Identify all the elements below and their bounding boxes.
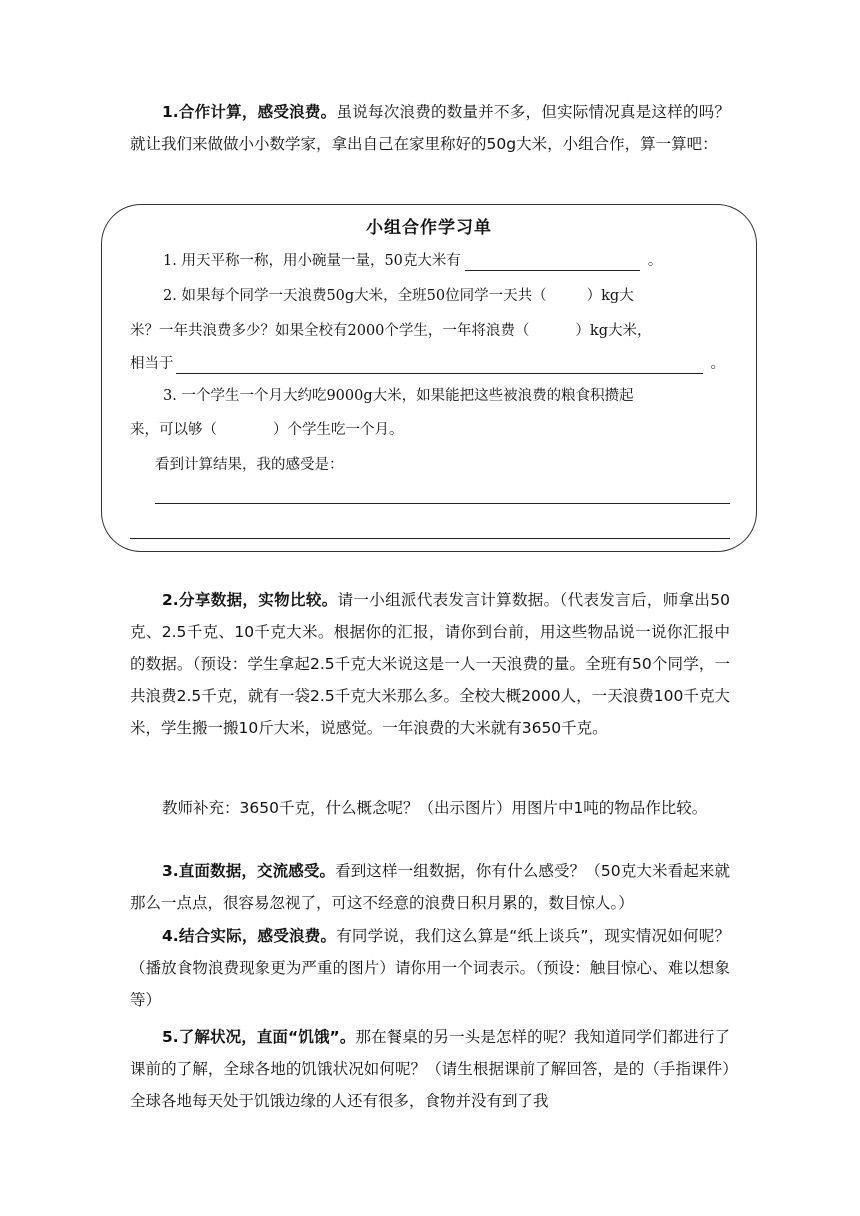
teacher-note-text: 教师补充：3650千克，什么概念呢？（出示图片）用图片中1吨的物品作比较。 xyxy=(162,799,708,817)
section-1-text: 虽说每次浪费的数量并不多，但实际情况真是这样的吗？就让我们来做做小小数学家，拿出自己在家里称好的50g大米，小组合作，算一算吧： xyxy=(130,103,730,153)
worksheet-feeling-prompt: 看到计算结果，我的感受是： xyxy=(155,457,344,473)
section-4-heading: 4.结合实际，感受浪费。 xyxy=(162,927,337,945)
q2-line2-unit: ）kg大米， xyxy=(575,323,652,339)
section-1-heading: 1.合作计算，感受浪费。 xyxy=(162,103,337,121)
q1-period: 。 xyxy=(647,253,663,269)
section-5-text: 那在餐桌的另一头是怎样的呢？我知道同学们都进行了课前的了解，全球各地的饥饿状况如何呢？（请生根据课前了解回答，是的（手指课件）全球各地每天处于饥饿边缘的人还有很多，食物并没有到了我 xyxy=(130,1028,730,1110)
q3-line2-text: 来，可以够（ xyxy=(130,422,217,438)
q2-line3-period: 。 xyxy=(710,356,725,372)
section-5-paragraph xyxy=(130,1021,730,1117)
section-4-text: 有同学说，我们这么算是“纸上谈兵”，现实情况如何呢？（播放食物浪费现象更为严重的图片）请你用一个词表示。（预设：触目惊心、难以想象等） xyxy=(130,927,730,1009)
worksheet-question-3-line-1: 3. 一个学生一个月大约吃9000g大米，如果能把这些被浪费的粮食积攒起 xyxy=(163,388,634,404)
section-2-paragraph xyxy=(130,584,730,744)
teacher-note-paragraph xyxy=(130,792,730,824)
q2-line1-unit: ）kg大 xyxy=(586,288,634,304)
worksheet-question-2-line-3 xyxy=(130,354,725,374)
worksheet-question-1 xyxy=(163,251,662,271)
section-2-heading: 2.分享数据，实物比较。 xyxy=(162,591,338,609)
q2-line2-text: 米？一年共浪费多少？如果全校有2000个学生，一年将浪费（ xyxy=(130,323,530,339)
q2-line3-text: 相当于 xyxy=(130,356,174,372)
q1-answer-blank[interactable] xyxy=(465,254,640,271)
feeling-answer-line-2[interactable] xyxy=(130,538,730,539)
worksheet-title: 小组合作学习单 xyxy=(366,218,492,238)
worksheet-question-2-line-1 xyxy=(163,286,634,306)
q1-text: 1. 用天平称一称，用小碗量一量，50克大米有 xyxy=(163,253,461,269)
q2-line1-text: 2. 如果每个同学一天浪费50g大米，全班50位同学一天共（ xyxy=(163,288,547,304)
section-5-heading: 5.了解状况，直面“饥饿”。 xyxy=(162,1028,356,1046)
worksheet-question-2-line-2 xyxy=(130,321,651,341)
q2-equivalent-blank[interactable] xyxy=(176,357,703,374)
q3-line2-end: ）个学生吃一个月。 xyxy=(273,422,404,438)
section-3-text: 看到这样一组数据，你有什么感受？（50克大米看起来就那么一点点，很容易忽视了，可这不经意的浪费日积月累的，数目惊人。） xyxy=(130,862,730,912)
section-1-paragraph xyxy=(130,96,730,160)
section-2-text: 请一小组派代表发言计算数据。（代表发言后，师拿出50克、2.5千克、10千克大米。根据你的汇报，请你到台前，用这些物品说一说你汇报中的数据。（预设：学生拿起2.5千克大米说这是一人一天浪费的量。全班有50个同学，一共浪费2.5千克，就有一袋2.5千克大米那么多。全校大概2000人，一天浪费100千克大米，学生搬一搬10斤大米，说感觉。一年浪费的大米就有3650千克。 xyxy=(130,591,730,737)
section-3-heading: 3.直面数据，交流感受。 xyxy=(162,862,336,880)
section-4-paragraph xyxy=(130,920,730,1016)
section-3-paragraph xyxy=(130,855,730,919)
worksheet-question-3-line-2 xyxy=(130,420,404,440)
feeling-answer-line-1[interactable] xyxy=(155,503,730,504)
